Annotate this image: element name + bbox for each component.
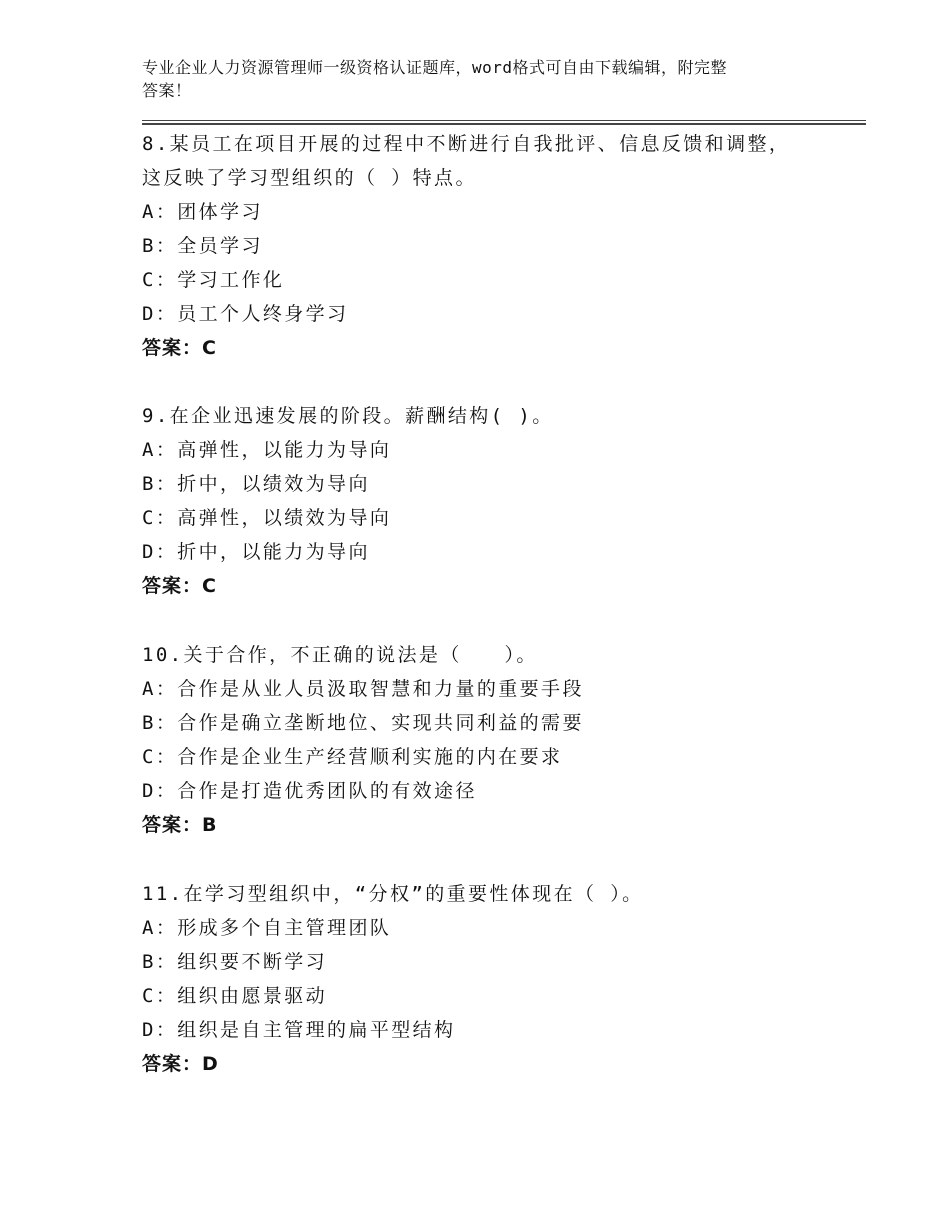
answer-line: 答案：B (142, 814, 218, 836)
option-d: D：组织是自主管理的扁平型结构 (142, 1019, 456, 1041)
page-header (142, 56, 822, 102)
option-b: B：全员学习 (142, 235, 263, 257)
question-stem: 9.在企业迅速发展的阶段。薪酬结构( )。 (142, 405, 554, 427)
option-d: D：合作是打造优秀团队的有效途径 (142, 780, 477, 802)
option-b: B：组织要不断学习 (142, 951, 328, 973)
header-divider (142, 120, 866, 125)
option-c: C：高弹性，以绩效为导向 (142, 507, 392, 529)
option-c: C：组织由愿景驱动 (142, 985, 328, 1007)
question-stem: 8.某员工在项目开展的过程中不断进行自我批评、信息反馈和调整， (142, 133, 791, 155)
option-a: A：形成多个自主管理团队 (142, 917, 392, 939)
question-11 (142, 877, 842, 1081)
option-a: A：合作是从业人员汲取智慧和力量的重要手段 (142, 678, 584, 700)
option-c: C：学习工作化 (142, 269, 285, 291)
answer-line: 答案：C (142, 337, 217, 359)
option-a: A：团体学习 (142, 201, 263, 223)
question-stem: 11.在学习型组织中，“分权”的重要性体现在（ ）。 (142, 883, 644, 905)
option-b: B：折中，以绩效为导向 (142, 473, 370, 495)
header-line-1: 专业企业人力资源管理师一级资格认证题库，word格式可自由下载编辑，附完整 (142, 58, 728, 77)
option-a: A：高弹性，以能力为导向 (142, 439, 392, 461)
question-9 (142, 399, 842, 603)
option-d: D：员工个人终身学习 (142, 303, 349, 325)
question-stem: 10.关于合作，不正确的说法是（ ）。 (142, 644, 538, 666)
option-d: D：折中，以能力为导向 (142, 541, 370, 563)
answer-line: 答案：C (142, 575, 217, 597)
question-stem: 这反映了学习型组织的（ ）特点。 (142, 167, 477, 189)
question-10 (142, 638, 842, 842)
question-8 (142, 127, 842, 365)
option-b: B：合作是确立垄断地位、实现共同利益的需要 (142, 712, 584, 734)
option-c: C：合作是企业生产经营顺利实施的内在要求 (142, 746, 563, 768)
header-line-2: 答案！ (142, 81, 192, 100)
answer-line: 答案：D (142, 1053, 219, 1075)
